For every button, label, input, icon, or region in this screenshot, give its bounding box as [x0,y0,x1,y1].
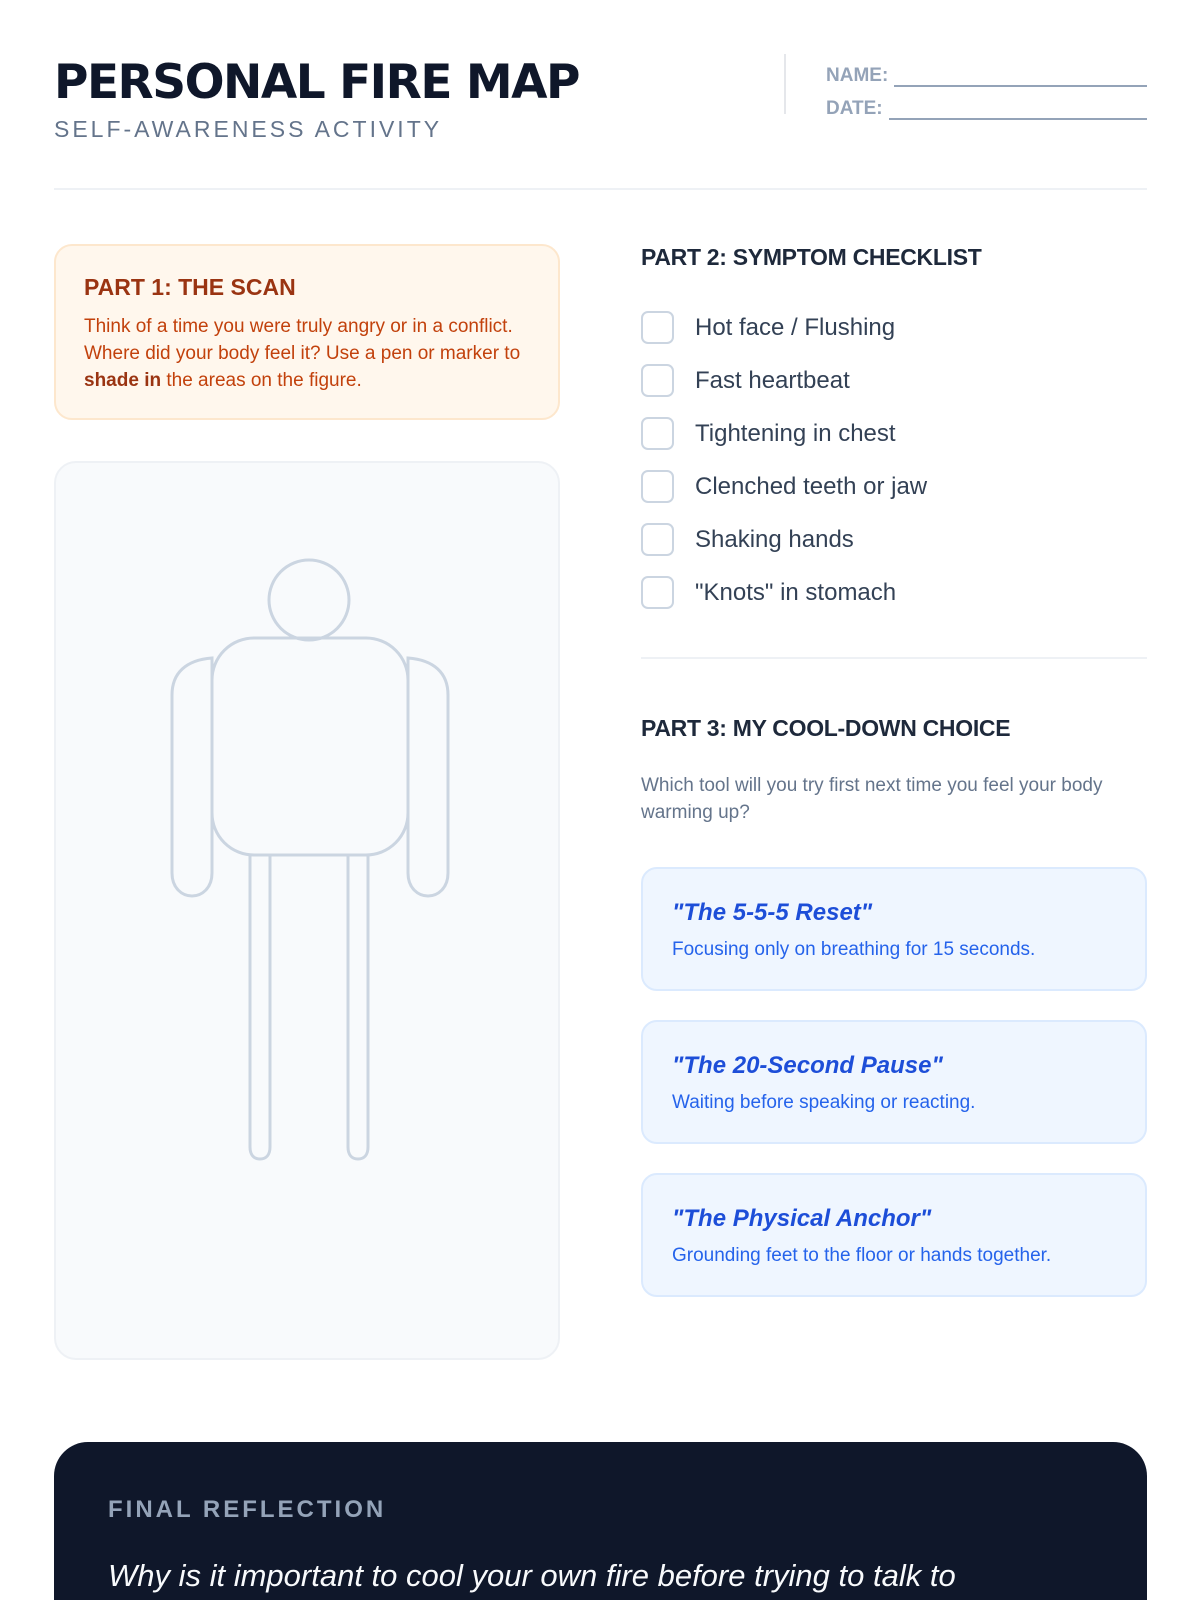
part3-heading: PART 3: MY COOL-DOWN CHOICE [641,715,1011,741]
option-title: "The Physical Anchor" [672,1205,932,1232]
symptom-list [641,301,1147,619]
cooldown-option-card[interactable] [641,867,1147,991]
checkbox[interactable] [641,470,674,503]
symptom-label: Hot face / Flushing [695,313,896,341]
symptom-item[interactable] [641,301,1147,354]
symptom-item[interactable] [641,354,1147,407]
part2-heading: PART 2: SYMPTOM CHECKLIST [641,244,982,270]
symptom-item[interactable] [641,460,1147,513]
option-description: Grounding feet to the floor or hands together. [672,1245,1052,1266]
final-heading: FINAL REFLECTION [108,1496,387,1523]
student-info [784,54,1147,119]
option-description: Waiting before speaking or reacting. [672,1092,976,1113]
part1-text-bold: shade in [84,370,162,391]
option-title: "The 5-5-5 Reset" [672,899,873,926]
figure-left-arm [172,658,212,896]
part1-text-before: Think of a time you were truly angry or in a conflict. Where did your body feel it? Use a pen or marker to [84,316,521,364]
checkbox[interactable] [641,364,674,397]
symptom-label: Shaking hands [695,525,854,553]
name-label: NAME: [826,65,889,86]
part3-cooldown [641,715,1147,826]
part3-description: Which tool will you try first next time you feel your body warming up? [641,775,1103,823]
checkbox[interactable] [641,417,674,450]
name-field[interactable] [826,54,1147,87]
figure-right-arm [408,658,448,896]
date-label: DATE: [826,98,883,119]
date-line[interactable] [889,101,1147,120]
checkbox[interactable] [641,523,674,556]
symptom-label: Clenched teeth or jaw [695,472,928,500]
part1-instructions [54,244,560,420]
figure-head [269,560,349,640]
symptom-item[interactable] [641,407,1147,460]
cooldown-option-card[interactable] [641,1020,1147,1144]
body-outline[interactable] [56,463,562,1362]
worksheet-header [54,54,1147,190]
date-field[interactable] [826,87,1147,120]
page-subtitle: SELF-AWARENESS ACTIVITY [54,116,443,142]
symptom-label: "Knots" in stomach [695,578,897,606]
figure-torso [212,638,408,855]
checkbox[interactable] [641,576,674,609]
figure-left-leg [250,855,270,1159]
part1-heading: PART 1: THE SCAN [84,274,296,300]
checkbox[interactable] [641,311,674,344]
option-description: Focusing only on breathing for 15 seconds. [672,939,1036,960]
option-title: "The 20-Second Pause" [672,1052,943,1079]
section-divider [641,657,1147,659]
body-figure-panel[interactable] [54,461,560,1360]
part2-checklist [641,244,1147,619]
figure-right-leg [348,855,368,1159]
symptom-label: Tightening in chest [695,419,896,447]
final-reflection-panel [54,1442,1147,1600]
final-question: Why is it important to cool your own fire before trying to talk to [108,1558,956,1593]
part1-text [84,313,532,394]
page-title: PERSONAL FIRE MAP [54,55,579,110]
cooldown-option-card[interactable] [641,1173,1147,1297]
symptom-item[interactable] [641,566,1147,619]
symptom-label: Fast heartbeat [695,366,850,394]
name-line[interactable] [894,68,1147,87]
part1-text-after: the areas on the figure. [161,370,362,391]
symptom-item[interactable] [641,513,1147,566]
